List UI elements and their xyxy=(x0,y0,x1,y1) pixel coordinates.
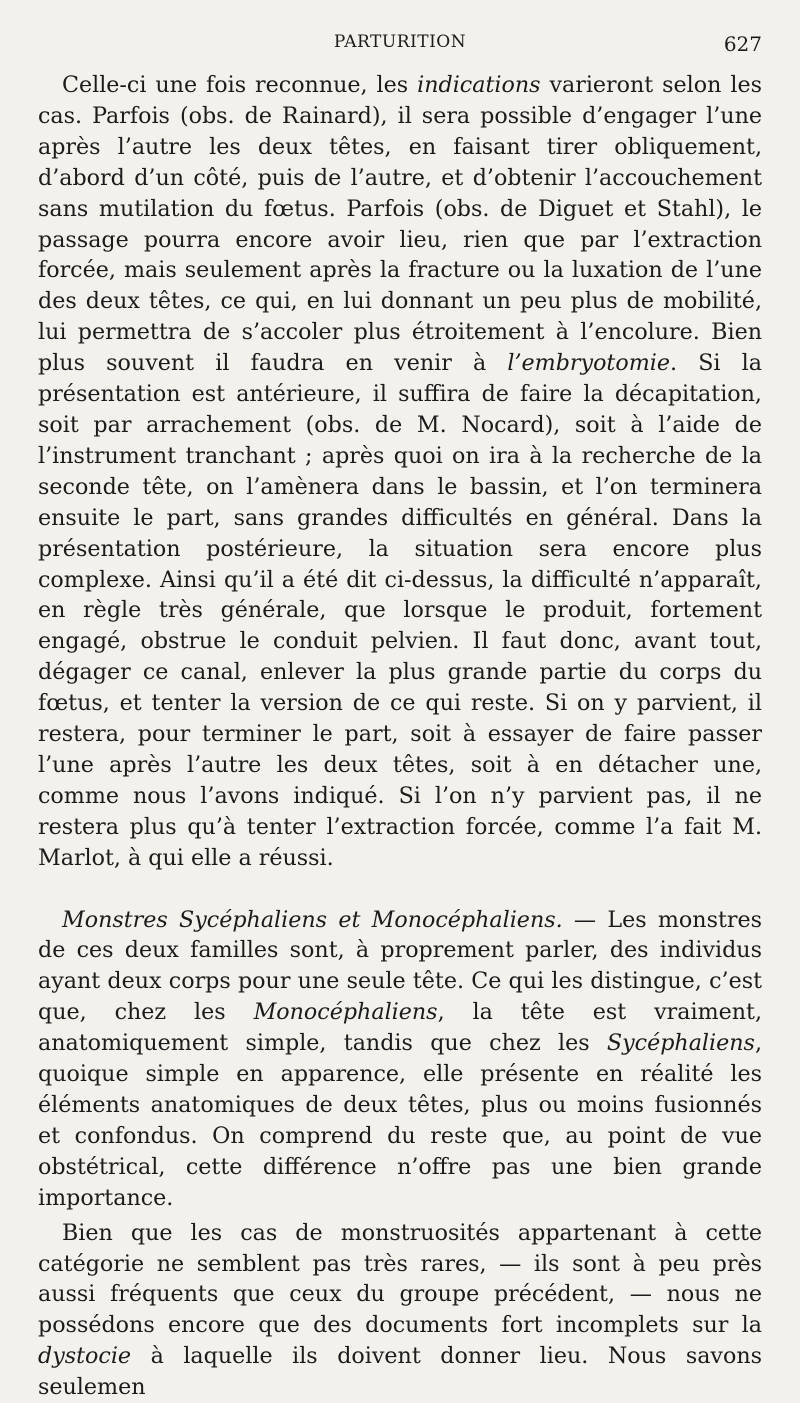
paragraph xyxy=(38,1218,762,1403)
page-header xyxy=(0,32,800,62)
italic-run: Monocéphaliens xyxy=(253,999,438,1026)
running-head: PARTURITION xyxy=(333,32,467,52)
text-run: Celle-ci une fois reconnue, les xyxy=(62,72,418,98)
paragraph xyxy=(38,70,762,874)
italic-run: dystocie xyxy=(38,1343,132,1370)
text-run: Bien que les cas de monstruosités appartenant à cette catégorie ne semblent pas très rares, — ils sont à peu près aussi fréquents que ceux du groupe précédent, — nous ne possédons encore que des documents fort incomplets sur la xyxy=(38,1219,762,1339)
text-run: varieront selon les cas. Parfois (obs. de Rainard), il sera possible d’engager l’une après l’autre les deux têtes, en faisant tirer obliquement, d’abord d’un côté, puis de l’autre, et d’obtenir l’accouchement sans mutilation du fœtus. Parfois (obs. de Diguet et Stahl), le passage pourra encore avoir lieu, rien que par l’extraction forcée, mais seulement après la fracture ou la luxation de l’une des deux têtes, ce qui, en lui donnant un peu plus de mobilité, lui permettra de s’accoler plus étroitement à l’encolure. Bien plus souvent il faudra en venir à xyxy=(38,72,762,377)
italic-run: l’embryotomie xyxy=(507,350,670,377)
section-heading: Monstres Sycéphaliens et Monocéphaliens. xyxy=(62,906,563,933)
text-run: , la tête est vraiment, anatomiquement simple, tandis que chez les xyxy=(38,999,763,1057)
text-run: , quoique simple en apparence, elle présente en réalité les éléments anatomiques de deux têtes, plus ou moins fusionnés et confondus. On comprend du reste que, au point de vue obstétrical, cette différence n’offre pas une bien grande importance. xyxy=(38,1030,762,1211)
body-text xyxy=(38,70,762,1403)
section-paragraph xyxy=(38,905,762,1214)
italic-run: Sycéphaliens xyxy=(606,1030,755,1057)
text-run: . Si la présentation est antérieure, il suffira de faire la décapitation, soit par arrachement (obs. de M. Nocard), soit à l’aide de l’instrument tranchant ; après quoi on ira à la recherche de la seconde tête, on l’amènera dans le bassin, et l’on terminera ensuite le part, sans grandes difficultés en général. Dans la présentation postérieure, la situation sera encore plus complexe. Ainsi qu’il a été dit ci-dessus, la difficulté n’apparaît, en règle très générale, que lorsque le produit, fortement engagé, obstrue le conduit pelvien. Il faut donc, avant tout, dégager ce canal, enlever la plus grande partie du corps du fœtus, et tenter la version de ce qui reste. Si on y parvient, il restera, pour terminer le part, soit à essayer de faire passer l’une après l’autre les deux têtes, soit à en détacher une, comme nous l’avons indiqué. Si l’on n’y parvient pas, il ne restera plus qu’à tenter l’extraction forcée, comme l’a fait M. Marlot, à qui elle a réussi. xyxy=(38,350,763,871)
text-run: à laquelle ils doivent donner lieu. Nous savons seulemen xyxy=(38,1343,762,1401)
italic-run: indications xyxy=(417,72,541,98)
page-number: 627 xyxy=(723,32,762,56)
text-run: — Les monstres de ces deux familles sont, à proprement parler, des individus ayant deux corps pour une seule tête. Ce qui les distingue, c’est que, chez les xyxy=(38,906,762,1026)
